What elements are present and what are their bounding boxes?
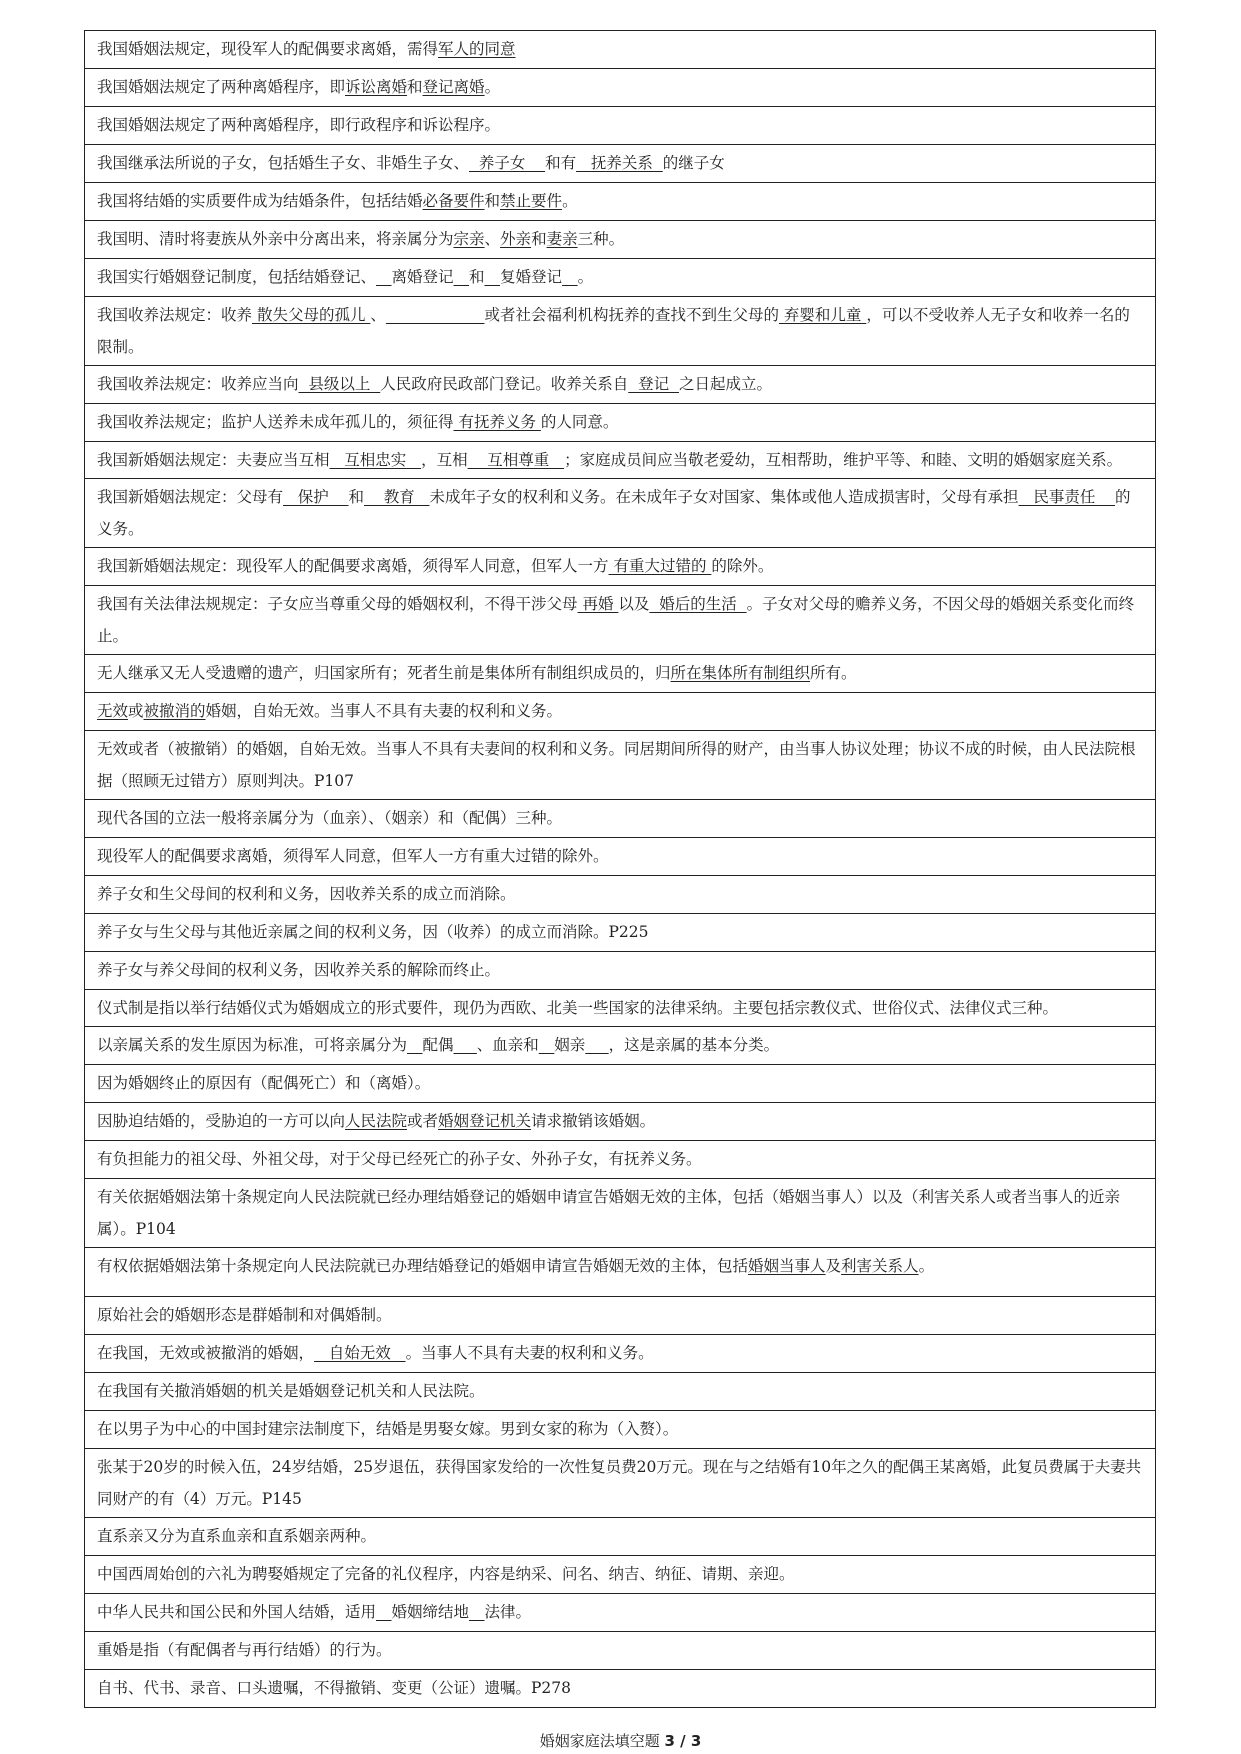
question-text: 以亲属关系的发生原因为标准，可将亲属分为	[97, 1036, 408, 1054]
question-text: 有关依据婚姻法第十条规定向人民法院就已经办理结婚登记的婚姻申请宣告婚姻无效的主体，包括（婚姻当事人）以及（利害关系人或者当事人的近亲属）。P104	[97, 1188, 1121, 1238]
table-row	[85, 1670, 1156, 1708]
question-text: ，可以不受收养人无子女和收养一名的限制。	[97, 306, 1130, 356]
question-cell	[85, 404, 1156, 442]
table-row	[85, 442, 1156, 479]
question-cell	[85, 990, 1156, 1027]
question-text: 我国有关法律法规规定：子女应当尊重父母的婚姻权利，不得干涉父母	[97, 595, 578, 613]
answer-blank: 被撤消的	[143, 702, 206, 720]
table-row	[85, 586, 1156, 655]
question-text: 在我国，无效或被撤消的婚姻，	[97, 1344, 315, 1362]
question-text: 。	[562, 192, 578, 210]
question-text: 请求撤销该婚姻。	[531, 1112, 656, 1130]
table-row	[85, 952, 1156, 990]
question-cell	[85, 366, 1156, 404]
question-text: 养子女与生父母与其他近亲属之间的权利义务，因（收养）的成立而消除。P225	[97, 923, 649, 941]
question-cell	[85, 1027, 1156, 1065]
question-text: 、	[484, 230, 501, 248]
question-cell	[85, 297, 1156, 366]
question-text: 我国实行婚姻登记制度，包括结婚登记、	[97, 268, 377, 286]
answer-blank: 外亲	[500, 230, 532, 248]
table-row	[85, 548, 1156, 586]
question-text: 或者社会福利机构抚养的查找不到生父母的	[484, 306, 779, 324]
question-cell	[85, 1065, 1156, 1103]
table-row	[85, 990, 1156, 1027]
table-row	[85, 183, 1156, 221]
question-text: 因胁迫结婚的，受胁迫的一方可以向	[97, 1112, 346, 1130]
table-row	[85, 1335, 1156, 1373]
question-text: 、血亲和	[476, 1036, 539, 1054]
table-row	[85, 1297, 1156, 1335]
question-cell	[85, 107, 1156, 145]
question-cell	[85, 548, 1156, 586]
answer-blank: 宗亲	[453, 230, 485, 248]
question-cell	[85, 31, 1156, 69]
table-row	[85, 259, 1156, 297]
question-text: 和	[348, 488, 365, 506]
answer-blank: 互相忠实	[329, 451, 422, 469]
answer-blank: ___	[453, 1036, 477, 1054]
question-text: 有权依据婚姻法第十条规定向人民法院就已办理结婚登记的婚姻申请宣告婚姻无效的主体，包括	[97, 1257, 749, 1275]
table-row	[85, 221, 1156, 259]
question-text: 的义务。	[97, 488, 1131, 538]
question-text: ；家庭成员间应当敬老爱幼，互相帮助，维护平等、和睦、文明的婚姻家庭关系。	[564, 451, 1123, 469]
question-text: 在我国有关撤消婚姻的机关是婚姻登记机关和人民法院。	[97, 1382, 485, 1400]
question-text: 和有	[545, 154, 577, 172]
answer-blank: 弃婴和儿童	[778, 306, 867, 324]
question-text: 我国婚姻法规定，现役军人的配偶要求离婚，需得	[97, 40, 439, 58]
answer-blank: 再婚	[577, 595, 619, 613]
question-text: 我国新婚姻法规定：父母有	[97, 488, 284, 506]
question-text: 在以男子为中心的中国封建宗法制度下，结婚是男娶女嫁。男到女家的称为（入赘）。	[97, 1420, 679, 1438]
fill-in-blank-table	[84, 30, 1156, 1708]
question-text: 仪式制是指以举行结婚仪式为婚姻成立的形式要件，现仍为西欧、北美一些国家的法律采纳。主要包括宗教仪式、世俗仪式、法律仪式三种。	[97, 999, 1059, 1017]
question-cell	[85, 1179, 1156, 1248]
table-row	[85, 69, 1156, 107]
question-text: 。子女对父母的赡养义务，不因父母的婚姻关系变化而终止。	[97, 595, 1135, 645]
question-text: ，这是亲属的基本分类。	[608, 1036, 780, 1054]
answer-blank: 禁止要件	[500, 192, 563, 210]
question-text: 婚姻，自始无效。当事人不具有夫妻的权利和义务。	[205, 702, 563, 720]
table-row	[85, 366, 1156, 404]
question-text: 未成年子女的权利和义务。在未成年子女对国家、集体或他人造成损害时，父母有承担	[429, 488, 1019, 506]
table-row	[85, 914, 1156, 952]
answer-blank: 县级以上	[298, 375, 381, 393]
answer-blank: __	[376, 1603, 392, 1621]
question-text: 或者	[407, 1112, 439, 1130]
footer-title: 婚姻家庭法填空题	[539, 1732, 660, 1750]
question-text: 重婚是指（有配偶者与再行结婚）的行为。	[97, 1641, 392, 1659]
question-text: 中华人民共和国公民和外国人结婚，适用	[97, 1603, 377, 1621]
question-text: 和	[531, 230, 547, 248]
question-text: ，互相	[421, 451, 468, 469]
answer-blank: 抚养关系	[576, 154, 663, 172]
table-row	[85, 404, 1156, 442]
table-row	[85, 31, 1156, 69]
answer-blank: 军人的同意	[438, 40, 516, 58]
table-row	[85, 800, 1156, 838]
question-text: 现役军人的配偶要求离婚，须得军人同意，但军人一方有重大过错的除外。	[97, 847, 609, 865]
answer-blank: 无效	[97, 702, 129, 720]
question-cell	[85, 1373, 1156, 1411]
question-text: 原始社会的婚姻形态是群婚制和对偶婚制。	[97, 1306, 392, 1324]
question-text: 我国婚姻法规定了两种离婚程序，即行政程序和诉讼程序。	[97, 116, 501, 134]
question-text: 法律。	[484, 1603, 532, 1621]
table-row	[85, 655, 1156, 693]
question-text: 我国新婚姻法规定：夫妻应当互相	[97, 451, 330, 469]
question-cell	[85, 1594, 1156, 1632]
answer-blank: 有抚养义务	[453, 413, 541, 431]
question-cell	[85, 1335, 1156, 1373]
question-cell	[85, 1141, 1156, 1179]
table-row	[85, 297, 1156, 366]
answer-blank: 散失父母的孤儿	[252, 306, 371, 324]
answer-blank: 利害关系人	[841, 1257, 919, 1275]
question-text: 我国继承法所说的子女，包括婚生子女、非婚生子女、	[97, 154, 470, 172]
question-text: 养子女与养父母间的权利义务，因收养关系的解除而终止。	[97, 961, 501, 979]
answer-blank: __	[469, 1603, 485, 1621]
question-cell	[85, 586, 1156, 655]
question-text: 之日起成立。	[678, 375, 772, 393]
table-row	[85, 693, 1156, 731]
table-row	[85, 1027, 1156, 1065]
table-row	[85, 1518, 1156, 1556]
question-cell	[85, 1670, 1156, 1708]
question-text: 人民政府民政部门登记。收养关系自	[380, 375, 629, 393]
question-cell	[85, 655, 1156, 693]
question-cell	[85, 914, 1156, 952]
question-text: 我国收养法规定：收养应当向	[97, 375, 299, 393]
page-footer	[0, 1730, 1241, 1751]
question-cell	[85, 838, 1156, 876]
table-row	[85, 1632, 1156, 1670]
question-text: 我国收养法规定；监护人送养未成年孤儿的，须征得	[97, 413, 454, 431]
table-row	[85, 1449, 1156, 1518]
table-row	[85, 1103, 1156, 1141]
question-text: 中国西周始创的六礼为聘娶婚规定了完备的礼仪程序，内容是纳采、问名、纳吉、纳征、请期、亲迎。	[97, 1565, 795, 1583]
question-cell	[85, 1248, 1156, 1297]
answer-blank: 婚后的生活	[649, 595, 747, 613]
table-row	[85, 1141, 1156, 1179]
question-cell	[85, 1411, 1156, 1449]
question-text: 、	[370, 306, 386, 324]
question-cell	[85, 1449, 1156, 1518]
question-cell	[85, 221, 1156, 259]
table-row	[85, 145, 1156, 183]
table-row	[85, 731, 1156, 800]
question-cell	[85, 1518, 1156, 1556]
question-text: 因为婚姻终止的原因有（配偶死亡）和（离婚）。	[97, 1074, 431, 1092]
question-text: 的继子女	[662, 154, 725, 172]
question-cell	[85, 1297, 1156, 1335]
question-cell	[85, 145, 1156, 183]
table-body	[85, 31, 1156, 1708]
answer-blank	[386, 306, 485, 324]
answer-blank: __	[538, 1036, 555, 1054]
question-cell	[85, 800, 1156, 838]
question-text: 配偶	[422, 1036, 454, 1054]
question-text: 我国明、清时将妻族从外亲中分离出来，将亲属分为	[97, 230, 454, 248]
question-cell	[85, 1103, 1156, 1141]
question-cell	[85, 1632, 1156, 1670]
question-text: 婚姻缔结地	[391, 1603, 470, 1621]
question-cell	[85, 259, 1156, 297]
question-text: 现代各国的立法一般将亲属分为（血亲）、（姻亲）和（配偶）三种。	[97, 809, 563, 827]
question-text: 自书、代书、录音、口头遗嘱，不得撤销、变更（公证）遗嘱。P278	[97, 1679, 572, 1697]
question-cell	[85, 479, 1156, 548]
table-row	[85, 1373, 1156, 1411]
answer-blank: 所在集体所有制组织	[670, 664, 811, 682]
answer-blank: __	[407, 1036, 423, 1054]
table-row	[85, 1594, 1156, 1632]
question-cell	[85, 731, 1156, 800]
question-text: 。	[577, 268, 594, 286]
question-text: 张某于20岁的时候入伍，24岁结婚，25岁退伍，获得国家发给的一次性复员费20万元。现在与之结婚有10年之久的配偶王某离婚，此复员费属于夫妻共同财产的有（4）万元。P145	[97, 1458, 1142, 1508]
question-text: 以及	[618, 595, 650, 613]
question-text: 我国将结婚的实质要件成为结婚条件，包括结婚	[97, 192, 423, 210]
answer-blank: __	[376, 268, 392, 286]
question-text: 姻亲	[554, 1036, 586, 1054]
question-text: 我国收养法规定：收养	[97, 306, 253, 324]
table-row	[85, 876, 1156, 914]
question-text: 直系亲又分为直系血亲和直系姻亲两种。	[97, 1527, 377, 1545]
table-row	[85, 1556, 1156, 1594]
question-text: 三种。	[577, 230, 625, 248]
question-text: 和	[469, 268, 485, 286]
table-row	[85, 479, 1156, 548]
question-text: 。	[918, 1257, 935, 1275]
page-number: 3 / 3	[664, 1732, 702, 1750]
answer-blank: 必备要件	[422, 192, 485, 210]
table-row	[85, 838, 1156, 876]
question-cell	[85, 952, 1156, 990]
question-text: 养子女和生父母间的权利和义务，因收养关系的成立而消除。	[97, 885, 516, 903]
answer-blank: __	[453, 268, 470, 286]
answer-blank: __	[562, 268, 578, 286]
answer-blank: 保护	[283, 488, 349, 506]
question-text: 我国婚姻法规定了两种离婚程序，即	[97, 78, 346, 96]
answer-blank: 互相尊重	[467, 451, 565, 469]
answer-blank: 自始无效	[314, 1344, 406, 1362]
answer-blank: 养子女	[469, 154, 546, 172]
question-text: 我国新婚姻法规定：现役军人的配偶要求离婚，须得军人同意，但军人一方	[97, 557, 609, 575]
answer-blank: 有重大过错的	[608, 557, 712, 575]
question-text: 或	[128, 702, 144, 720]
question-text: 离婚登记	[391, 268, 454, 286]
answer-blank: 婚姻当事人	[748, 1257, 826, 1275]
table-row	[85, 107, 1156, 145]
question-text: 的除外。	[711, 557, 774, 575]
question-cell	[85, 183, 1156, 221]
answer-blank: 诉讼离婚	[345, 78, 408, 96]
question-text: 及	[825, 1257, 842, 1275]
question-text: 无效或者（被撤销）的婚姻，自始无效。当事人不具有夫妻间的权利和义务。同居期间所得的财产，由当事人协议处理；协议不成的时候，由人民法院根据（照顾无过错方）原则判决。P107	[97, 740, 1136, 790]
question-cell	[85, 442, 1156, 479]
question-text: 无人继承又无人受遗赠的遗产，归国家所有；死者生前是集体所有制组织成员的，归	[97, 664, 671, 682]
table-row	[85, 1411, 1156, 1449]
question-text: 和	[407, 78, 423, 96]
answer-blank: 登记	[628, 375, 679, 393]
question-text: 所有。	[810, 664, 857, 682]
question-text: 。	[484, 78, 501, 96]
question-text: 。当事人不具有夫妻的权利和义务。	[405, 1344, 654, 1362]
table-row	[85, 1179, 1156, 1248]
question-text: 的人同意。	[540, 413, 619, 431]
question-cell	[85, 693, 1156, 731]
answer-blank: 登记离婚	[422, 78, 485, 96]
answer-blank: 民事责任	[1018, 488, 1116, 506]
table-row	[85, 1065, 1156, 1103]
question-text: 复婚登记	[500, 268, 563, 286]
question-cell	[85, 1556, 1156, 1594]
answer-blank: 教育	[364, 488, 430, 506]
question-text: 和	[484, 192, 501, 210]
question-text: 有负担能力的祖父母、外祖父母，对于父母已经死亡的孙子女、外孙子女，有抚养义务。	[97, 1150, 702, 1168]
answer-blank: ___	[585, 1036, 609, 1054]
answer-blank: 婚姻登记机关	[438, 1112, 532, 1130]
answer-blank: 人民法院	[345, 1112, 408, 1130]
question-cell	[85, 69, 1156, 107]
answer-blank: 妻亲	[546, 230, 578, 248]
question-cell	[85, 876, 1156, 914]
answer-blank: __	[484, 268, 501, 286]
table-row	[85, 1248, 1156, 1297]
